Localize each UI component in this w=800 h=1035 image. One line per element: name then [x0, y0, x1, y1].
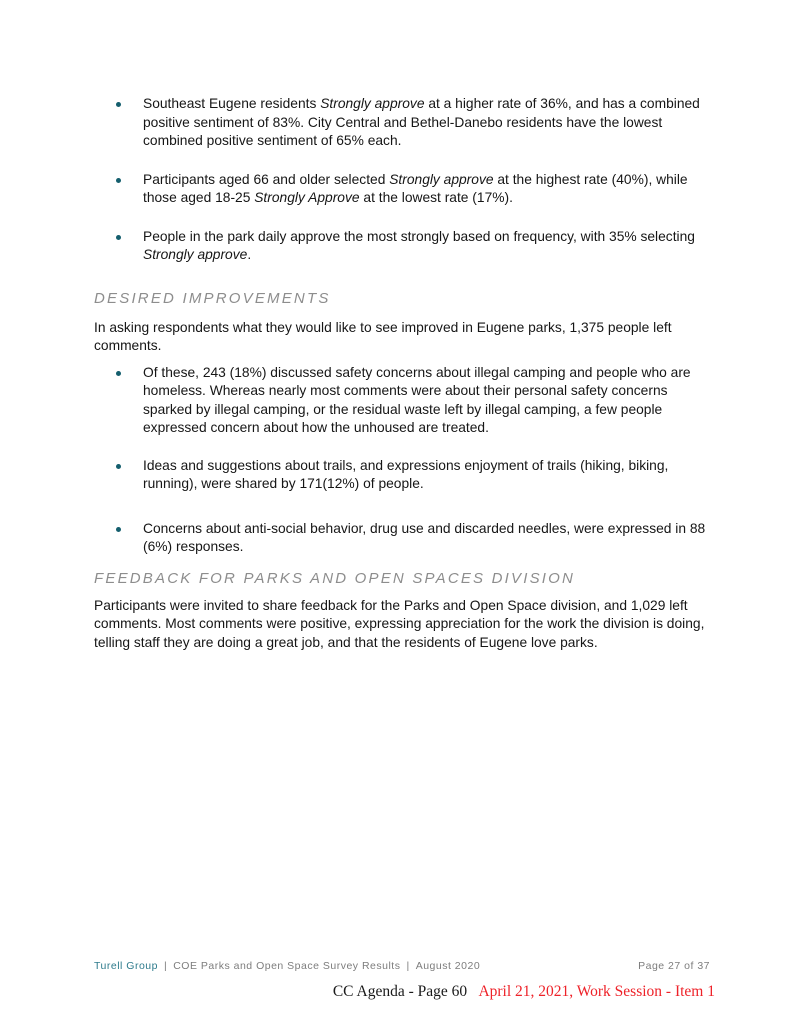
- text-run-italic: Strongly approve: [143, 247, 248, 262]
- bullet-text: [143, 172, 688, 206]
- footer-doc-title: COE Parks and Open Space Survey Results: [173, 960, 401, 972]
- bullet-item-antisocial-behavior: [94, 520, 707, 557]
- bullet-text: [143, 521, 705, 555]
- text-run: People in the park daily approve the most strongly based on frequency, with 35% selecting: [143, 228, 695, 244]
- text-run: at a higher rate of 36%, and has a combined positive sentiment of 83%. City Central and Bethel-Danebo residents have the lowest combined positive sentiment of 65% each.: [143, 96, 700, 148]
- desired-improvements-bullet-list: [94, 364, 707, 557]
- bullet-item-aged-66: [94, 171, 707, 208]
- page-indicator: Page 27 of 37: [638, 960, 710, 972]
- bullet-dot: [116, 371, 121, 376]
- bullet-dot: [116, 464, 121, 469]
- bullet-dot: [116, 178, 121, 183]
- footer-separator: |: [406, 960, 410, 972]
- text-run-italic: Strongly Approve: [254, 190, 360, 205]
- bullet-item-southeast-eugene: [94, 95, 707, 151]
- bullet-item-safety-concerns: [94, 364, 707, 438]
- text-run: Concerns about anti-social behavior, drug use and discarded needles, were expressed in 88 (6%) responses.: [143, 520, 706, 554]
- footer-separator: |: [163, 960, 168, 972]
- text-run-italic: Strongly approve: [389, 171, 494, 187]
- work-session-stamp: April 21, 2021, Work Session - Item 1: [478, 983, 715, 1000]
- bullet-text: [143, 96, 700, 148]
- bullet-dot: [116, 102, 121, 107]
- feedback-division-paragraph: Participants were invited to share feedback for the Parks and Open Space division, and 1,029 left comments. Most comments were positive, expressing appreciation for the work the division is doing, telling staff they are doing a great job, and that the residents of Eugene love parks.: [94, 597, 705, 650]
- footer-date: August 2020: [415, 960, 481, 972]
- section-heading-desired-improvements: DESIRED IMPROVEMENTS: [94, 289, 331, 307]
- footer-brand: Turell Group: [94, 960, 158, 972]
- text-run: Of these, 243 (18%) discussed safety concerns about illegal camping and people who are homeless. Whereas nearly most comments were about their personal safety concerns sparked by illegal camping, or the residual waste left by illegal camping, a few people expressed concern about how the unhoused are treated.: [143, 364, 691, 435]
- text-run: at the lowest rate (17%).: [359, 190, 513, 205]
- text-run: .: [247, 247, 252, 262]
- text-run: at the highest rate (40%), while those aged 18-25: [143, 171, 688, 205]
- section-heading-feedback-division: FEEDBACK FOR PARKS AND OPEN SPACES DIVISION: [94, 569, 576, 587]
- bullet-text: [143, 229, 695, 263]
- summary-bullet-list: [94, 95, 707, 265]
- bullet-dot: [116, 527, 121, 532]
- bullet-item-trails: [94, 457, 707, 494]
- bullet-item-park-daily: [94, 228, 707, 265]
- bullet-dot: [116, 235, 121, 240]
- agenda-page-stamp: CC Agenda - Page 60: [332, 983, 468, 1000]
- page-content: [94, 95, 707, 652]
- text-run: Ideas and suggestions about trails, and expressions enjoyment of trails (hiking, biking, running), were shared by 171(12%) of people.: [143, 457, 669, 491]
- footer: [94, 960, 710, 972]
- bullet-text: [143, 458, 668, 492]
- text-run-italic: Strongly approve: [320, 96, 425, 111]
- bullet-text: [143, 365, 691, 436]
- text-run: Participants aged 66 and older selected: [143, 171, 390, 187]
- desired-improvements-paragraph: In asking respondents what they would like to see improved in Eugene parks, 1,375 people left comments.: [94, 319, 672, 353]
- footer-left: [94, 960, 480, 972]
- text-run: Southeast Eugene residents: [143, 96, 321, 111]
